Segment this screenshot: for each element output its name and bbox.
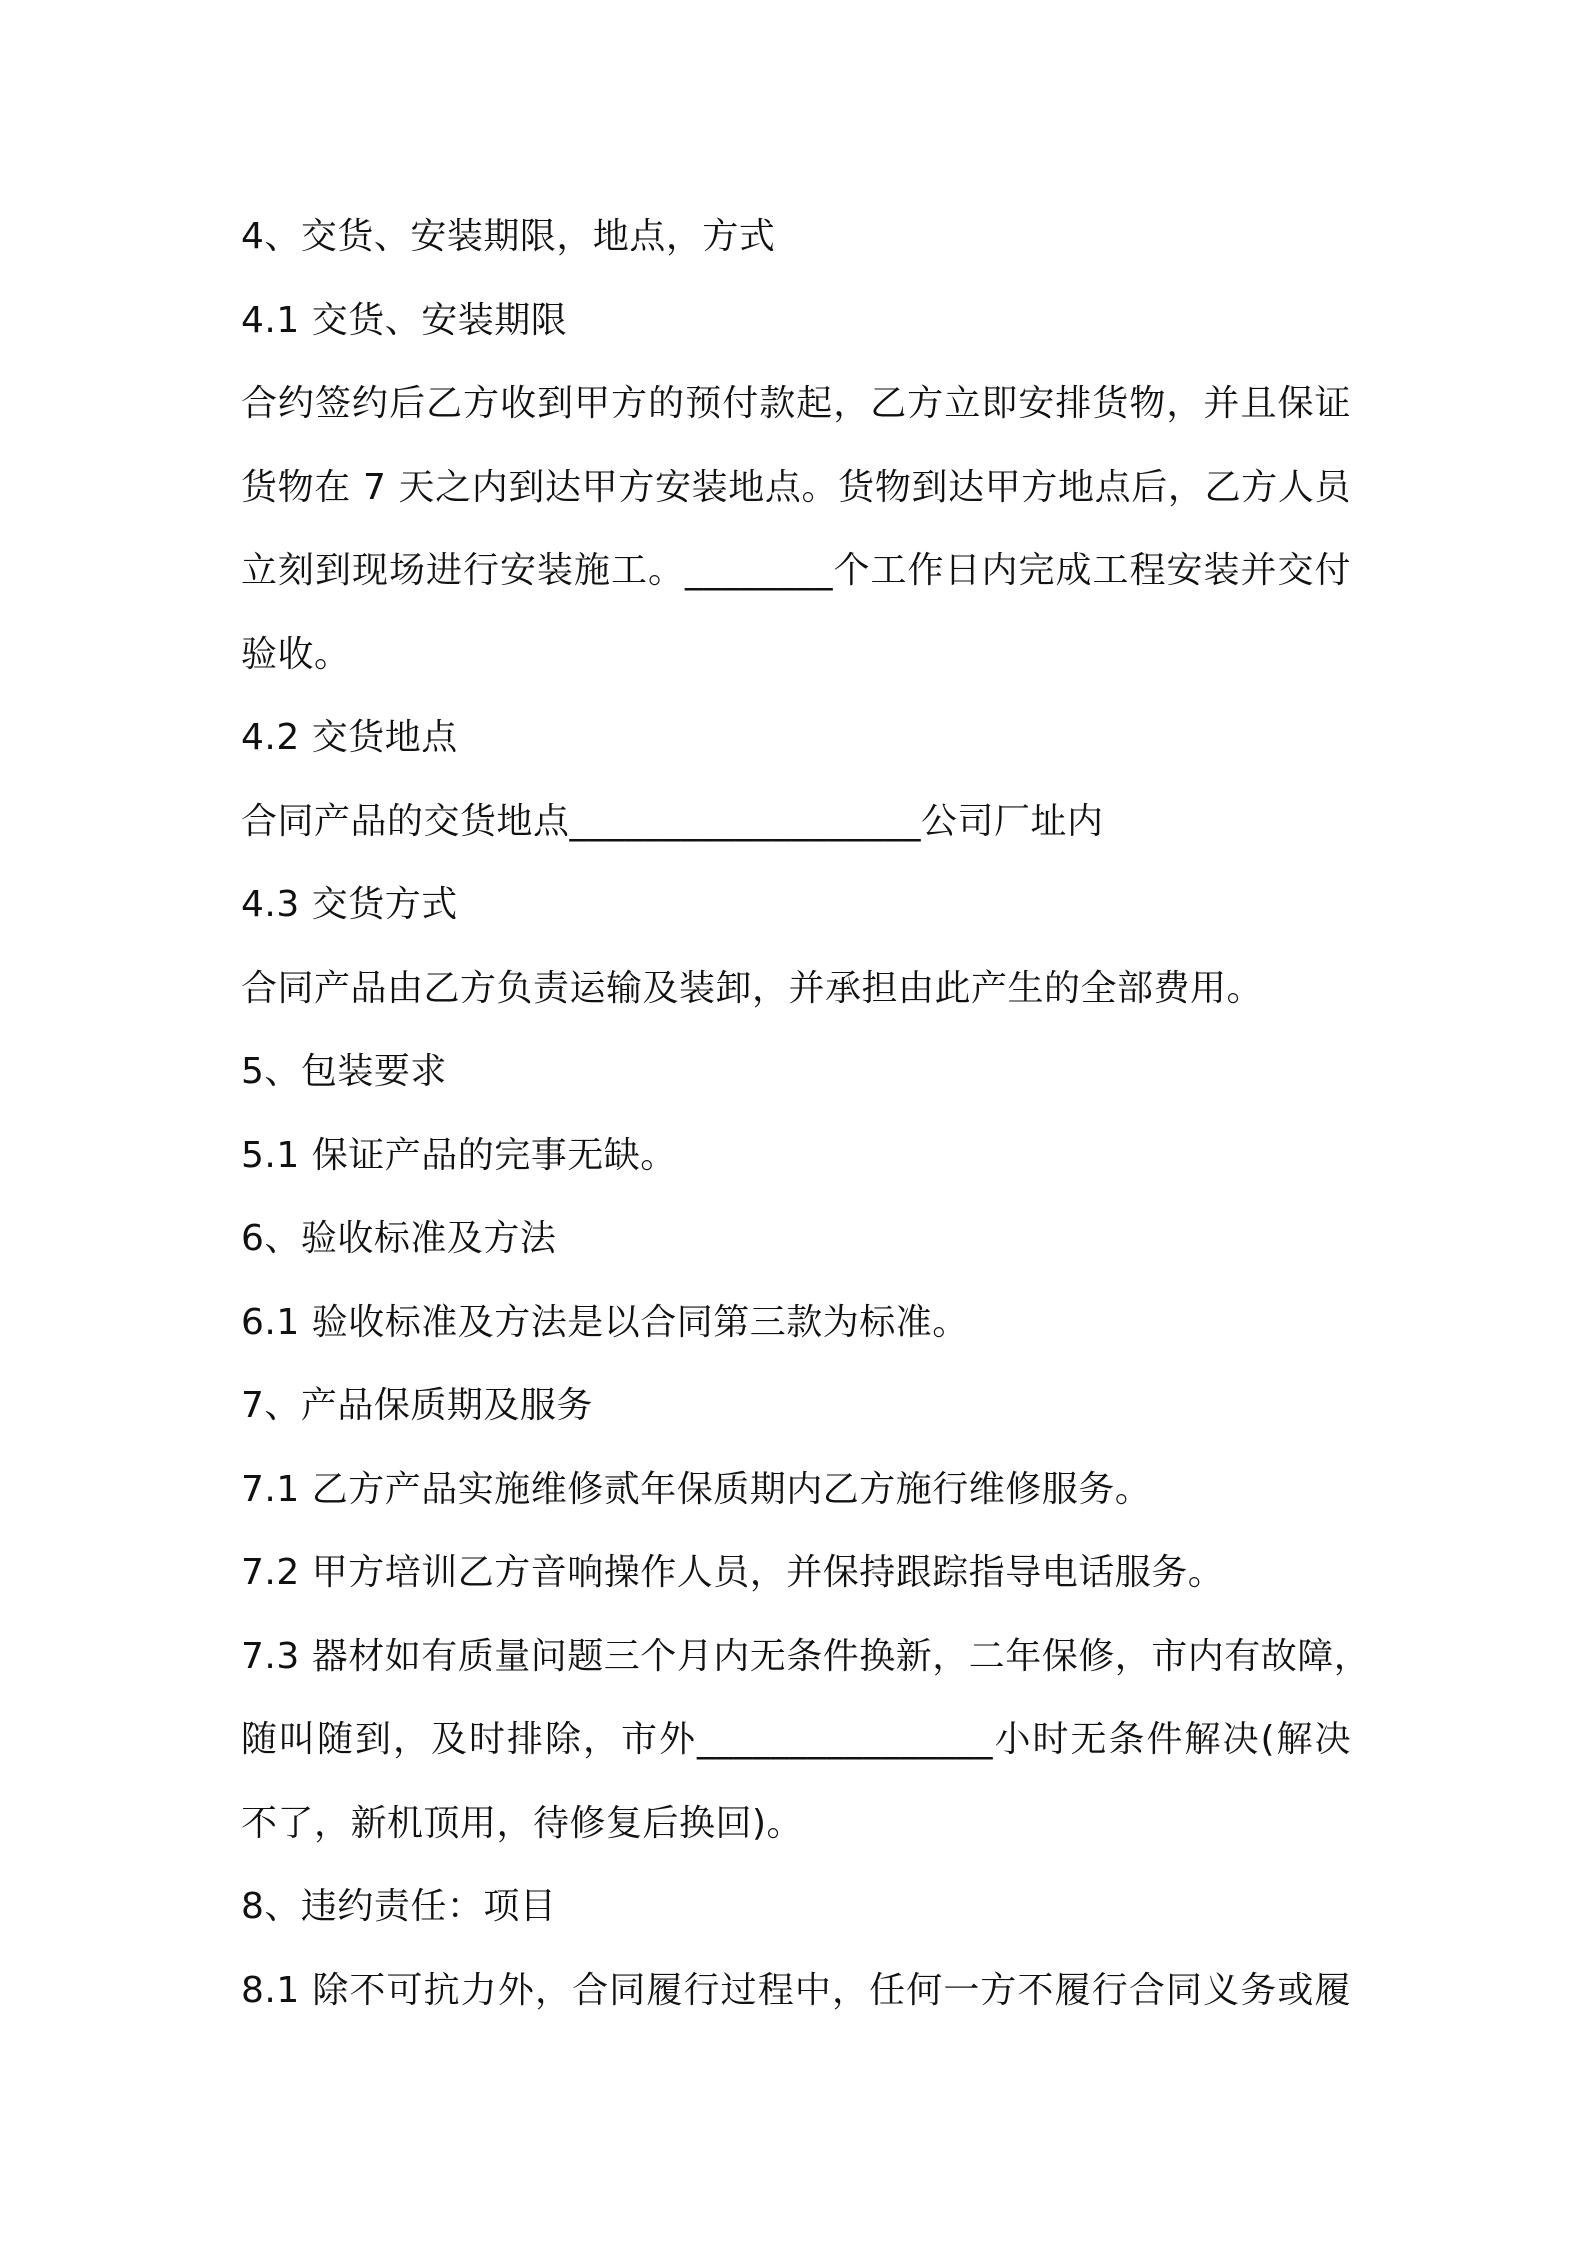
paragraph-line: 随叫随到，及时排除，市外________________小时无条件解决(解决 [241, 1719, 1351, 1760]
clause-7-1: 7.1 乙方产品实施维修贰年保质期内乙方施行维修服务。 [241, 1468, 1152, 1510]
clause-5-1: 5.1 保证产品的完事无缺。 [241, 1134, 677, 1176]
clause-7-2: 7.2 甲方培训乙方音响操作人员，并保持跟踪指导电话服务。 [241, 1552, 1225, 1593]
document-body [241, 195, 1371, 2032]
heading-7: 7、产品保质期及服务 [241, 1385, 593, 1426]
paragraph-line: 立刻到现场进行安装施工。________个工作日内完成工程安装并交付 [241, 550, 1351, 591]
heading-8: 8、违约责任：项目 [241, 1886, 557, 1927]
paragraph-line: 货物在 7 天之内到达甲方安装地点。货物到达甲方地点后，乙方人员 [241, 466, 1351, 508]
paragraph-line: 验收。 [241, 633, 351, 675]
heading-5: 5、包装要求 [241, 1051, 447, 1092]
subheading-4-3: 4.3 交货方式 [241, 884, 458, 925]
subheading-4-1: 4.1 交货、安装期限 [241, 299, 568, 341]
heading-6: 6、验收标准及方法 [241, 1218, 557, 1259]
paragraph-line: 合同产品由乙方负责运输及装卸，并承担由此产生的全部费用。 [241, 967, 1264, 1009]
heading-4: 4、交货、安装期限，地点，方式 [241, 216, 776, 257]
paragraph-line: 合同产品的交货地点___________________公司厂址内 [241, 800, 1104, 842]
subheading-4-2: 4.2 交货地点 [241, 717, 458, 758]
clause-6-1: 6.1 验收标准及方法是以合同第三款为标准。 [241, 1301, 969, 1343]
paragraph-line: 合约签约后乙方收到甲方的预付款起，乙方立即安排货物，并且保证 [241, 383, 1351, 424]
paragraph-line: 不了，新机顶用，待修复后换回)。 [241, 1802, 804, 1844]
clause-7-3: 7.3 器材如有质量问题三个月内无条件换新，二年保修，市内有故障， [241, 1635, 1371, 1677]
clause-8-1: 8.1 除不可抗力外，合同履行过程中，任何一方不履行合同义务或履 [241, 1969, 1351, 2011]
